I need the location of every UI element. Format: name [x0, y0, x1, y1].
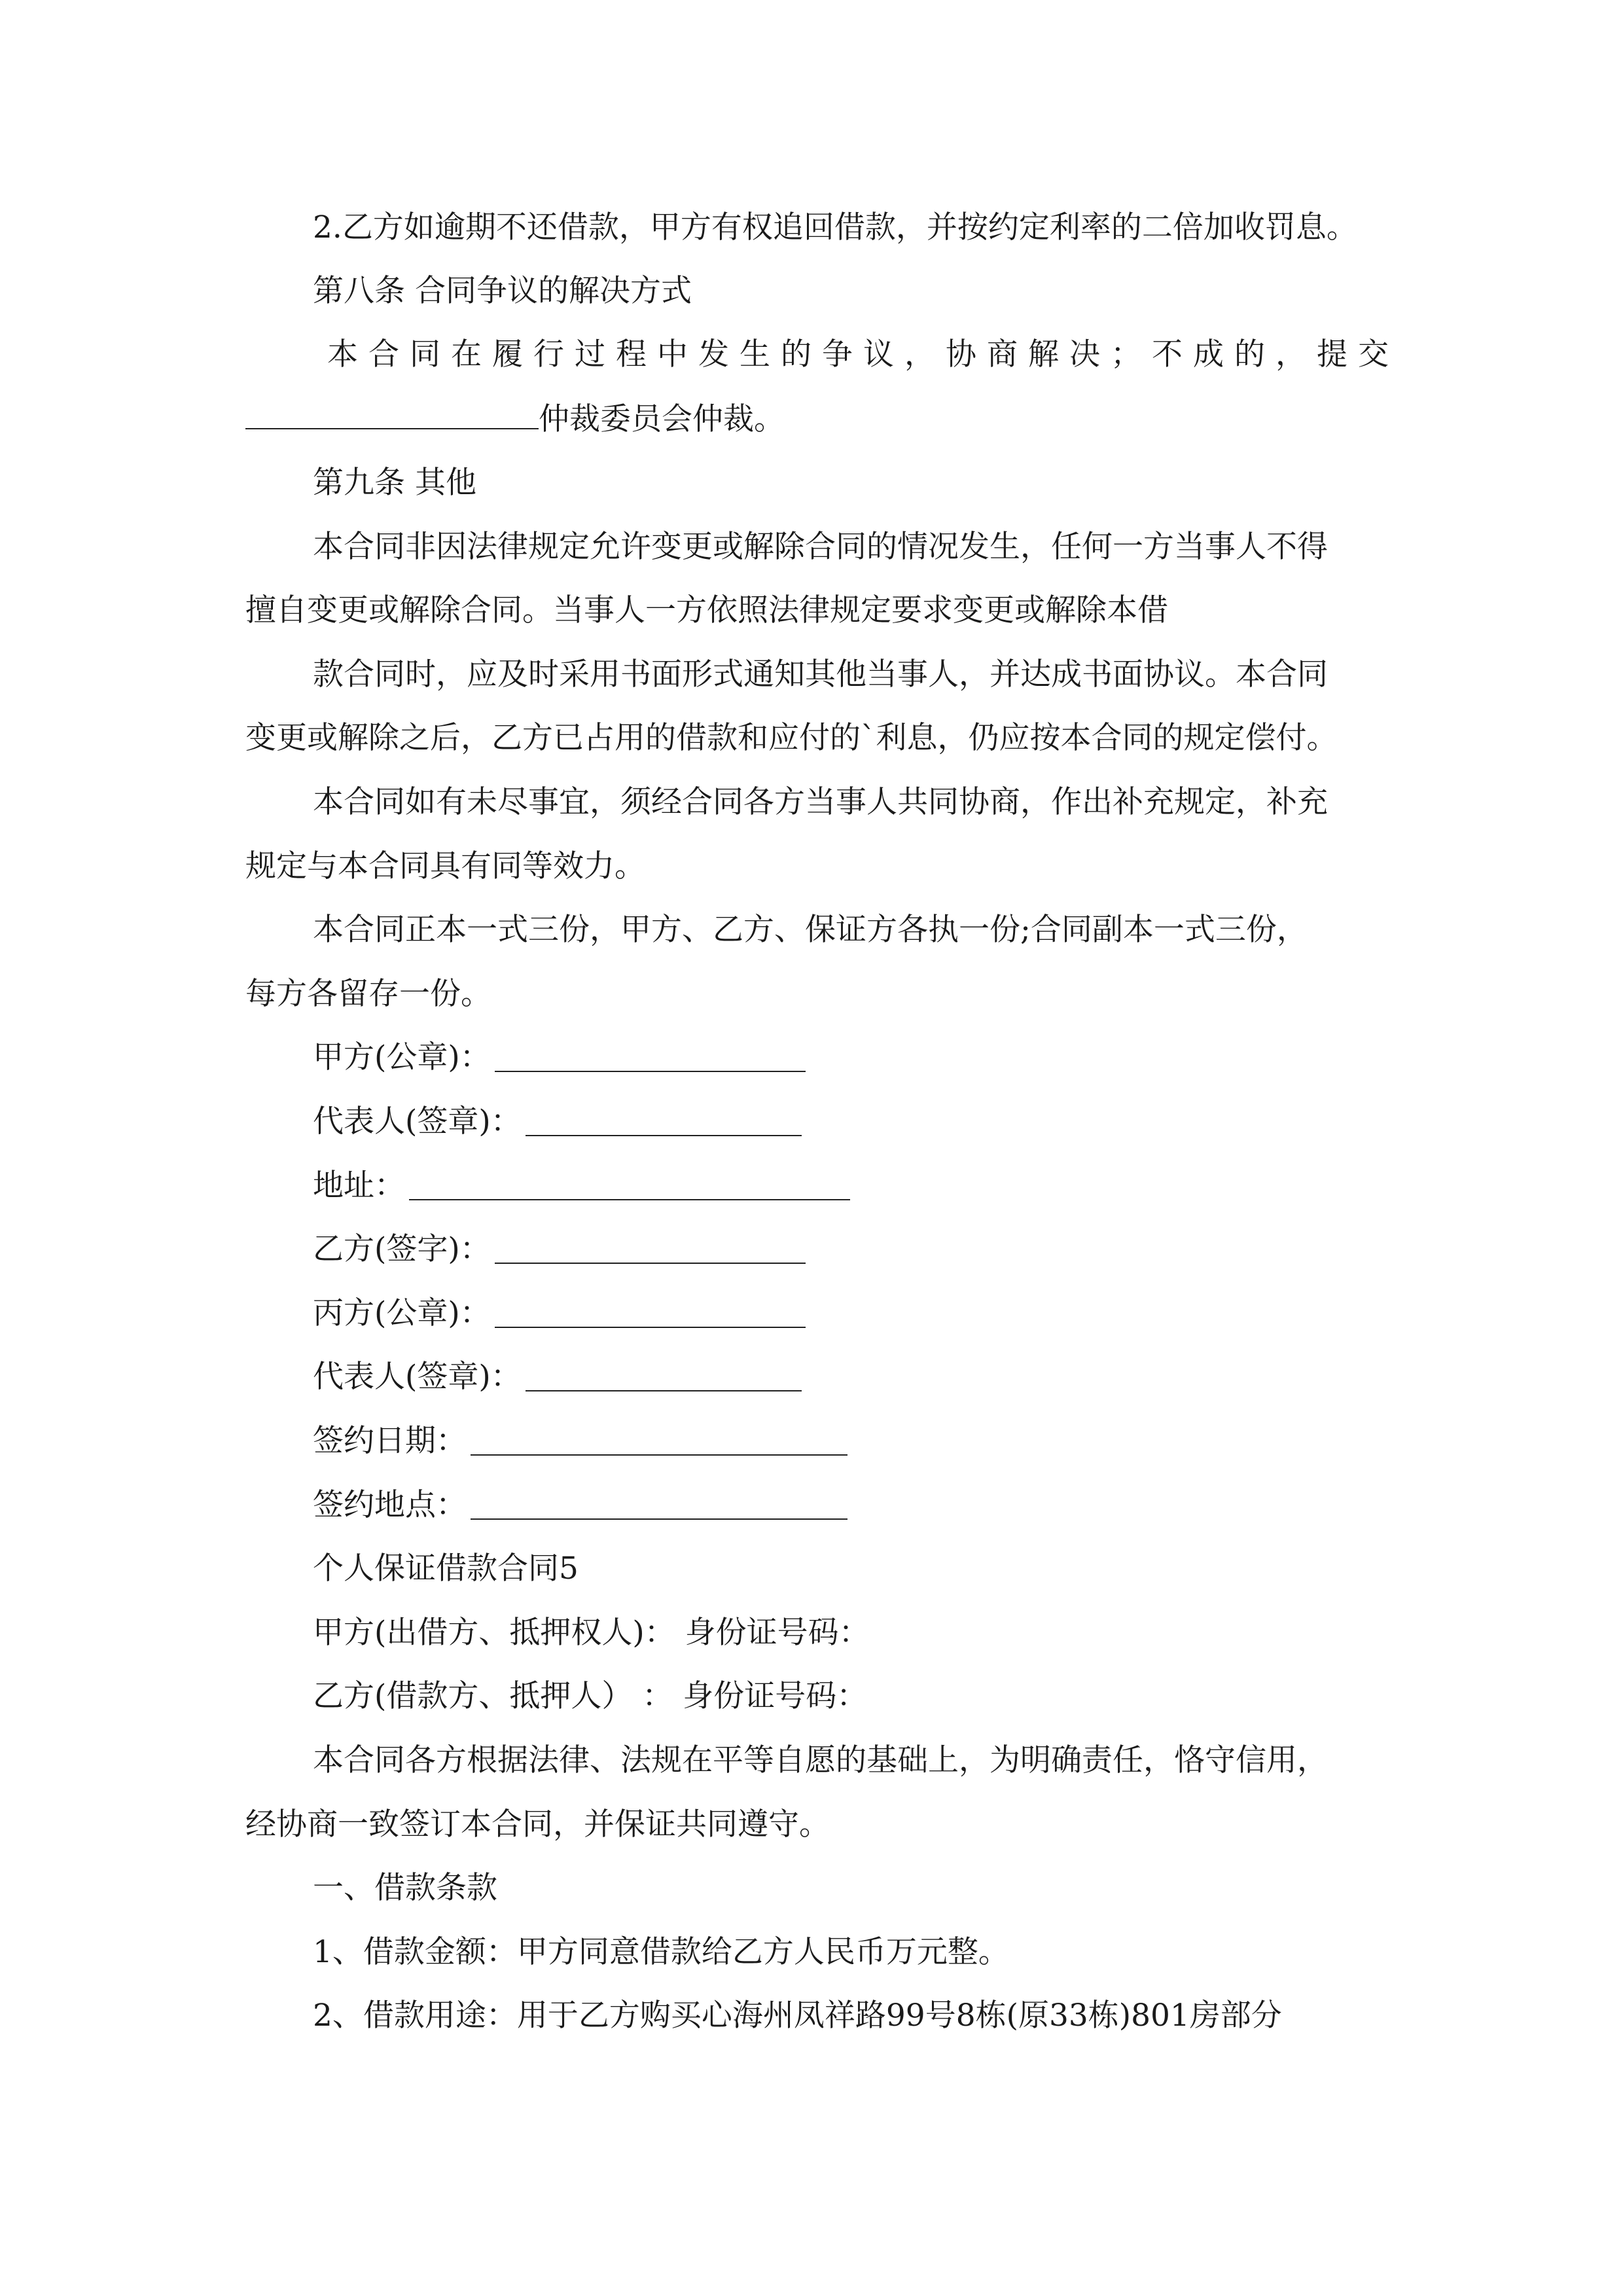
field-blank	[471, 1426, 847, 1456]
field-label: 丙方(公章)：	[313, 1295, 491, 1331]
field-blank	[409, 1170, 850, 1200]
signature-field-party-c-seal	[313, 1294, 806, 1333]
signature-field-party-a-seal	[313, 1038, 806, 1077]
field-blank	[495, 1042, 806, 1072]
contract-5-title: 个人保证借款合同5	[313, 1551, 579, 1587]
party-b-id-line: 乙方(借款方、抵押人） ： 身份证号码：	[313, 1678, 868, 1714]
paragraph-line: 变更或解除之后，乙方已占用的借款和应付的`利息，仍应按本合同的规定偿付。	[245, 720, 1338, 756]
field-blank	[526, 1106, 802, 1136]
arbitration-text: 仲裁委员会仲裁。	[539, 401, 785, 437]
loan-purpose-line: 2、借款用途：用于乙方购买心海州凤祥路99号8栋(原33栋)801房部分	[313, 1998, 1282, 2034]
signature-field-address	[313, 1166, 850, 1206]
paragraph-line: 款合同时，应及时采用书面形式通知其他当事人，并达成书面协议。本合同	[313, 656, 1328, 692]
field-label: 地址：	[313, 1168, 405, 1204]
paragraph-line: 本合同正本一式三份，甲方、乙方、保证方各执一份;合同副本一式三份，	[313, 912, 1308, 948]
field-label: 代表人(签章)：	[313, 1103, 522, 1139]
field-label: 乙方(签字)：	[313, 1231, 491, 1267]
arbitration-line	[245, 399, 1397, 439]
paragraph-line: 规定与本合同具有同等效力。	[245, 848, 645, 884]
dispute-resolution-line	[327, 335, 1399, 374]
paragraph-line: 本合同各方根据法律、法规在平等自愿的基础上，为明确责任，恪守信用，	[313, 1742, 1328, 1778]
loan-amount-line: 1、借款金额：甲方同意借款给乙方人民币万元整。	[313, 1934, 1009, 1970]
signature-field-place	[313, 1486, 847, 1525]
signature-field-date	[313, 1422, 847, 1461]
clause-overdue-penalty: 2.乙方如逾期不还借款，甲方有权追回借款，并按约定利率的二倍加收罚息。	[313, 209, 1357, 245]
paragraph-line: 经协商一致签订本合同，并保证共同遵守。	[245, 1806, 830, 1842]
signature-field-representative-c	[313, 1357, 802, 1397]
article-8-heading: 第八条 合同争议的解决方式	[313, 273, 692, 309]
paragraph-line: 每方各留存一份。	[245, 976, 491, 1012]
field-label: 签约地点：	[313, 1487, 467, 1523]
field-blank	[471, 1490, 847, 1520]
paragraph-line: 本合同如有未尽事宜，须经合同各方当事人共同协商，作出补充规定，补充	[313, 784, 1328, 820]
paragraph-line: 擅自变更或解除合同。当事人一方依照法律规定要求变更或解除本借	[245, 592, 1168, 628]
article-9-heading: 第九条 其他	[313, 465, 476, 501]
paragraph-line: 本合同非因法律规定允许变更或解除合同的情况发生，任何一方当事人不得	[313, 529, 1328, 565]
field-blank	[495, 1234, 806, 1264]
loan-terms-heading: 一、借款条款	[313, 1870, 497, 1906]
field-blank	[495, 1298, 806, 1328]
party-a-id-line: 甲方(出借方、抵押权人)： 身份证号码：	[313, 1615, 870, 1651]
field-label: 甲方(公章)：	[313, 1039, 491, 1075]
signature-field-party-b-sign	[313, 1230, 806, 1269]
signature-field-representative-a	[313, 1102, 802, 1141]
field-label: 签约日期：	[313, 1423, 467, 1459]
dispute-resolution-text: 本合同在履行过程中发生的争议，协商解决；不成的，提交	[327, 336, 1399, 372]
field-blank	[526, 1361, 802, 1391]
arbitration-committee-blank	[245, 399, 539, 429]
field-label: 代表人(签章)：	[313, 1359, 522, 1395]
